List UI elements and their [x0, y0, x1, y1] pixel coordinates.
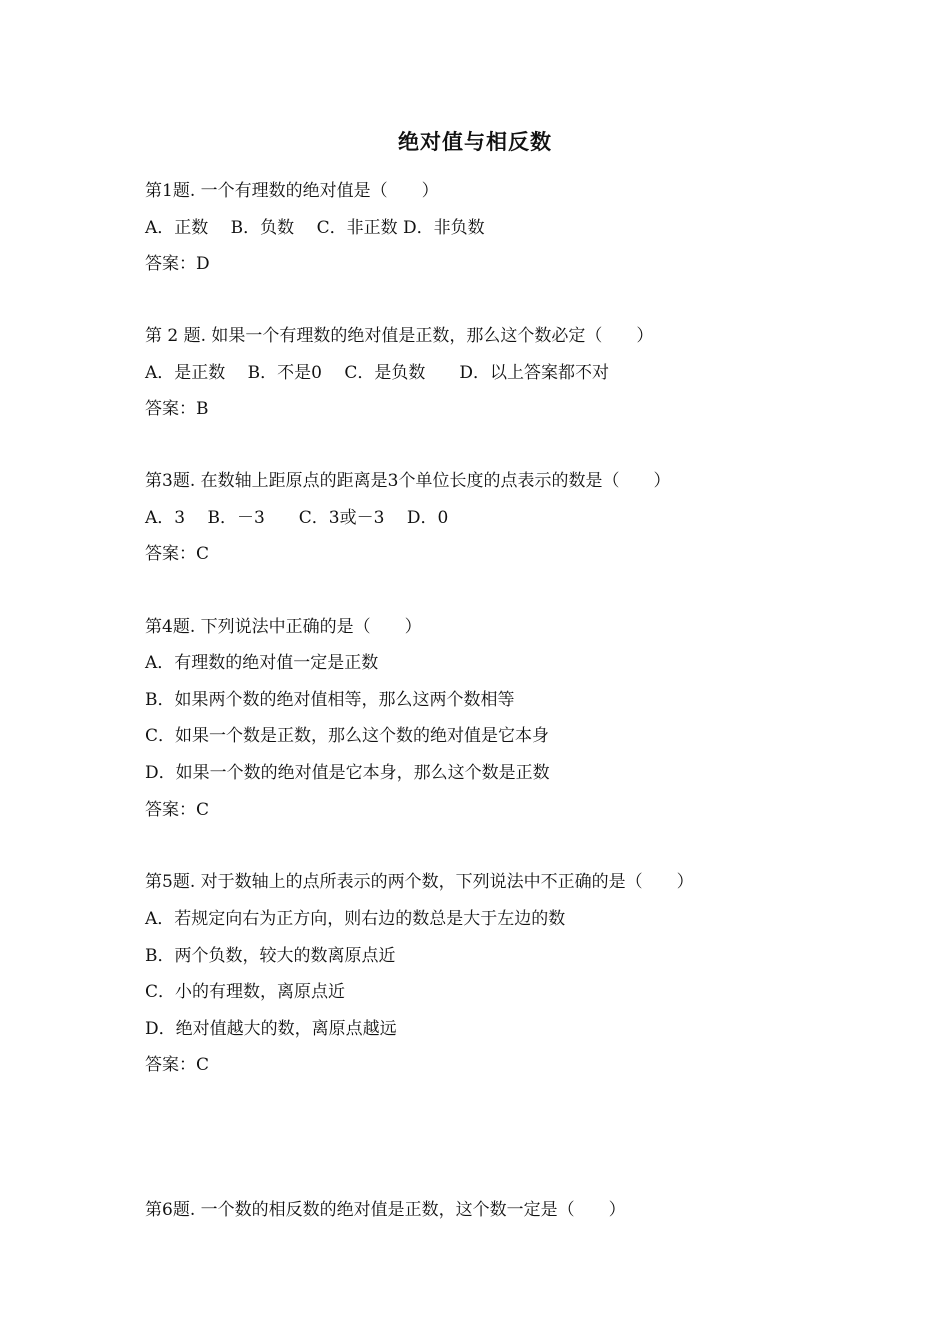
question-4-stem: 第4题. 下列说法中正确的是（ ）	[145, 617, 422, 637]
question-2-stem: 第 2 题. 如果一个有理数的绝对值是正数，那么这个数必定（ ）	[145, 326, 654, 346]
document-title: 绝对值与相反数	[398, 129, 552, 154]
question-3-options: A．3 B．－3 C．3或－3 D．0	[145, 508, 449, 528]
question-6-stem: 第6题. 一个数的相反数的绝对值是正数，这个数一定是（ ）	[145, 1200, 626, 1220]
question-2-options: A．是正数 B．不是0 C．是负数 D．以上答案都不对	[145, 363, 610, 383]
question-4-option-d: D．如果一个数的绝对值是它本身，那么这个数是正数	[145, 763, 550, 783]
question-5-stem: 第5题. 对于数轴上的点所表示的两个数，下列说法中不正确的是（ ）	[145, 872, 694, 892]
question-5-answer: 答案：C	[145, 1055, 210, 1075]
question-1-options: A．正数 B．负数 C．非正数 D．非负数	[145, 218, 485, 238]
question-5-option-b: B．两个负数，较大的数离原点近	[145, 946, 396, 966]
question-3-answer: 答案：C	[145, 544, 210, 564]
question-5-option-c: C．小的有理数，离原点近	[145, 982, 346, 1002]
question-2-answer: 答案：B	[145, 399, 209, 419]
question-1-answer: 答案：D	[145, 254, 210, 274]
question-4-option-a: A．有理数的绝对值一定是正数	[145, 653, 379, 673]
question-4-option-c: C．如果一个数是正数，那么这个数的绝对值是它本身	[145, 726, 550, 746]
question-3-stem: 第3题. 在数轴上距原点的距离是3个单位长度的点表示的数是（ ）	[145, 471, 671, 491]
question-1-stem: 第1题. 一个有理数的绝对值是（ ）	[145, 181, 439, 201]
question-4-answer: 答案：C	[145, 800, 210, 820]
question-4-option-b: B．如果两个数的绝对值相等，那么这两个数相等	[145, 690, 515, 710]
question-5-option-a: A．若规定向右为正方向，则右边的数总是大于左边的数	[145, 909, 566, 929]
question-5-option-d: D．绝对值越大的数，离原点越远	[145, 1019, 397, 1039]
